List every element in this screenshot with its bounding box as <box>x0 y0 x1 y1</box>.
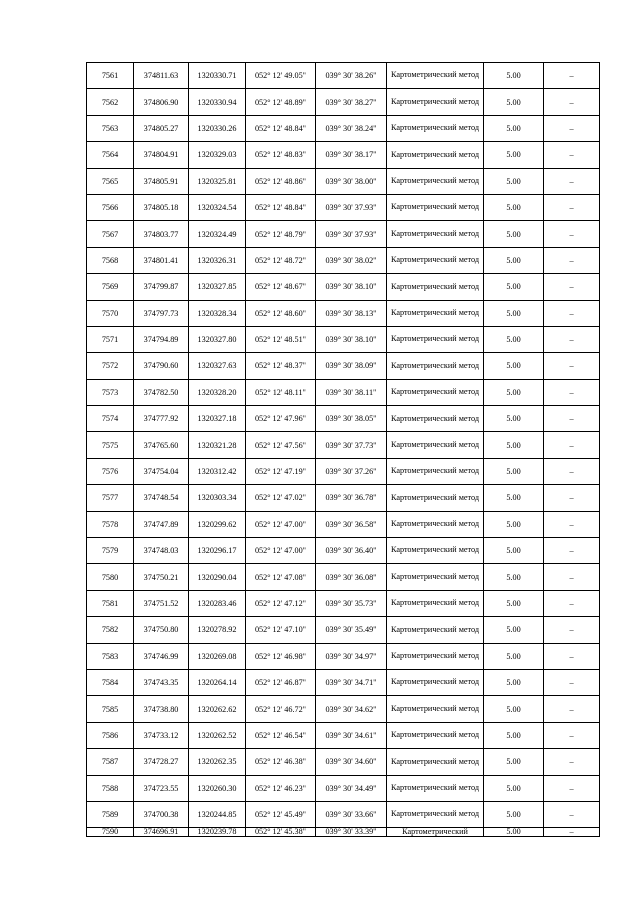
table-row <box>87 775 600 801</box>
y-coordinate-cell: 1320330.71 <box>189 63 246 89</box>
latitude-cell: 052° 12' 47.00" <box>246 538 316 564</box>
longitude-cell: 039° 30' 36.58" <box>316 511 387 537</box>
accuracy-cell: 5.00 <box>484 353 544 379</box>
table-row <box>87 564 600 590</box>
accuracy-cell: 5.00 <box>484 432 544 458</box>
point-number-cell: 7561 <box>87 63 134 89</box>
longitude-cell: 039° 30' 38.09" <box>316 353 387 379</box>
x-coordinate-cell: 374723.55 <box>134 775 189 801</box>
y-coordinate-cell: 1320299.62 <box>189 511 246 537</box>
method-cell: Картометрический метод <box>387 590 484 616</box>
longitude-cell: 039° 30' 34.97" <box>316 643 387 669</box>
table-row <box>87 696 600 722</box>
accuracy-cell: 5.00 <box>484 89 544 115</box>
y-coordinate-cell: 1320321.28 <box>189 432 246 458</box>
longitude-cell: 039° 30' 38.13" <box>316 300 387 326</box>
longitude-cell: 039° 30' 38.27" <box>316 89 387 115</box>
note-cell: – <box>544 458 600 484</box>
longitude-cell: 039° 30' 38.10" <box>316 326 387 352</box>
accuracy-cell: 5.00 <box>484 115 544 141</box>
note-cell: – <box>544 538 600 564</box>
accuracy-cell: 5.00 <box>484 775 544 801</box>
note-cell: – <box>544 749 600 775</box>
table-row <box>87 142 600 168</box>
note-cell: – <box>544 564 600 590</box>
method-cell: Картометрический метод <box>387 749 484 775</box>
table-row <box>87 379 600 405</box>
x-coordinate-cell: 374765.60 <box>134 432 189 458</box>
y-coordinate-cell: 1320329.03 <box>189 142 246 168</box>
longitude-cell: 039° 30' 37.93" <box>316 194 387 220</box>
table-row <box>87 722 600 748</box>
table-row <box>87 432 600 458</box>
note-cell: – <box>544 511 600 537</box>
method-cell: Картометрический метод <box>387 696 484 722</box>
note-cell: – <box>544 142 600 168</box>
y-coordinate-cell: 1320330.94 <box>189 89 246 115</box>
point-number-cell: 7567 <box>87 221 134 247</box>
method-cell: Картометрический метод <box>387 458 484 484</box>
x-coordinate-cell: 374696.91 <box>134 828 189 837</box>
table-row <box>87 300 600 326</box>
y-coordinate-cell: 1320327.80 <box>189 326 246 352</box>
method-cell: Картометрический метод <box>387 168 484 194</box>
point-number-cell: 7583 <box>87 643 134 669</box>
table-row <box>87 590 600 616</box>
longitude-cell: 039° 30' 36.40" <box>316 538 387 564</box>
y-coordinate-cell: 1320283.46 <box>189 590 246 616</box>
x-coordinate-cell: 374746.99 <box>134 643 189 669</box>
longitude-cell: 039° 30' 34.62" <box>316 696 387 722</box>
point-number-cell: 7578 <box>87 511 134 537</box>
y-coordinate-cell: 1320327.85 <box>189 274 246 300</box>
accuracy-cell: 5.00 <box>484 669 544 695</box>
table-row <box>87 89 600 115</box>
table-row <box>87 194 600 220</box>
accuracy-cell: 5.00 <box>484 749 544 775</box>
accuracy-cell: 5.00 <box>484 801 544 827</box>
point-number-cell: 7587 <box>87 749 134 775</box>
latitude-cell: 052° 12' 48.86" <box>246 168 316 194</box>
accuracy-cell: 5.00 <box>484 274 544 300</box>
method-cell: Картометрический метод <box>387 669 484 695</box>
note-cell: – <box>544 643 600 669</box>
point-number-cell: 7563 <box>87 115 134 141</box>
accuracy-cell: 5.00 <box>484 722 544 748</box>
point-number-cell: 7564 <box>87 142 134 168</box>
method-cell: Картометрический метод <box>387 300 484 326</box>
note-cell: – <box>544 194 600 220</box>
y-coordinate-cell: 1320239.78 <box>189 828 246 837</box>
longitude-cell: 039° 30' 36.78" <box>316 485 387 511</box>
latitude-cell: 052° 12' 46.38" <box>246 749 316 775</box>
longitude-cell: 039° 30' 38.17" <box>316 142 387 168</box>
longitude-cell: 039° 30' 35.49" <box>316 617 387 643</box>
x-coordinate-cell: 374733.12 <box>134 722 189 748</box>
x-coordinate-cell: 374794.89 <box>134 326 189 352</box>
y-coordinate-cell: 1320324.54 <box>189 194 246 220</box>
point-number-cell: 7579 <box>87 538 134 564</box>
latitude-cell: 052° 12' 46.54" <box>246 722 316 748</box>
x-coordinate-cell: 374743.35 <box>134 669 189 695</box>
latitude-cell: 052° 12' 48.67" <box>246 274 316 300</box>
y-coordinate-cell: 1320324.49 <box>189 221 246 247</box>
x-coordinate-cell: 374750.21 <box>134 564 189 590</box>
y-coordinate-cell: 1320328.34 <box>189 300 246 326</box>
longitude-cell: 039° 30' 38.05" <box>316 406 387 432</box>
y-coordinate-cell: 1320262.35 <box>189 749 246 775</box>
point-number-cell: 7568 <box>87 247 134 273</box>
y-coordinate-cell: 1320327.63 <box>189 353 246 379</box>
note-cell: – <box>544 485 600 511</box>
y-coordinate-cell: 1320328.20 <box>189 379 246 405</box>
method-cell: Картометрический метод <box>387 775 484 801</box>
table-row <box>87 801 600 827</box>
x-coordinate-cell: 374728.27 <box>134 749 189 775</box>
method-cell: Картометрический метод <box>387 247 484 273</box>
table-row <box>87 353 600 379</box>
note-cell: – <box>544 168 600 194</box>
x-coordinate-cell: 374799.87 <box>134 274 189 300</box>
table-row <box>87 221 600 247</box>
accuracy-cell: 5.00 <box>484 168 544 194</box>
longitude-cell: 039° 30' 37.93" <box>316 221 387 247</box>
accuracy-cell: 5.00 <box>484 511 544 537</box>
table-row <box>87 485 600 511</box>
method-cell: Картометрический метод <box>387 63 484 89</box>
coordinates-table <box>86 62 600 837</box>
longitude-cell: 039° 30' 33.66" <box>316 801 387 827</box>
latitude-cell: 052° 12' 48.37" <box>246 353 316 379</box>
latitude-cell: 052° 12' 47.96" <box>246 406 316 432</box>
accuracy-cell: 5.00 <box>484 485 544 511</box>
latitude-cell: 052° 12' 47.56" <box>246 432 316 458</box>
x-coordinate-cell: 374806.90 <box>134 89 189 115</box>
method-cell: Картометрический метод <box>387 379 484 405</box>
point-number-cell: 7572 <box>87 353 134 379</box>
latitude-cell: 052° 12' 45.49" <box>246 801 316 827</box>
latitude-cell: 052° 12' 45.38" <box>246 828 316 837</box>
point-number-cell: 7576 <box>87 458 134 484</box>
y-coordinate-cell: 1320312.42 <box>189 458 246 484</box>
method-cell: Картометрический метод <box>387 432 484 458</box>
method-cell: Картометрический метод <box>387 406 484 432</box>
table-row <box>87 63 600 89</box>
x-coordinate-cell: 374803.77 <box>134 221 189 247</box>
method-cell: Картометрический метод <box>387 564 484 590</box>
accuracy-cell: 5.00 <box>484 194 544 220</box>
method-cell: Картометрический метод <box>387 511 484 537</box>
accuracy-cell: 5.00 <box>484 590 544 616</box>
method-cell: Картометрический метод <box>387 722 484 748</box>
accuracy-cell: 5.00 <box>484 406 544 432</box>
method-cell: Картометрический метод <box>387 353 484 379</box>
point-number-cell: 7586 <box>87 722 134 748</box>
accuracy-cell: 5.00 <box>484 247 544 273</box>
x-coordinate-cell: 374751.52 <box>134 590 189 616</box>
latitude-cell: 052° 12' 46.72" <box>246 696 316 722</box>
table-row <box>87 643 600 669</box>
accuracy-cell: 5.00 <box>484 828 544 837</box>
point-number-cell: 7588 <box>87 775 134 801</box>
method-cell: Картометрический метод <box>387 643 484 669</box>
latitude-cell: 052° 12' 48.83" <box>246 142 316 168</box>
note-cell: – <box>544 300 600 326</box>
note-cell: – <box>544 221 600 247</box>
point-number-cell: 7581 <box>87 590 134 616</box>
table-row <box>87 168 600 194</box>
point-number-cell: 7589 <box>87 801 134 827</box>
note-cell: – <box>544 669 600 695</box>
table-row <box>87 247 600 273</box>
accuracy-cell: 5.00 <box>484 458 544 484</box>
accuracy-cell: 5.00 <box>484 142 544 168</box>
x-coordinate-cell: 374754.04 <box>134 458 189 484</box>
latitude-cell: 052° 12' 46.87" <box>246 669 316 695</box>
x-coordinate-cell: 374801.41 <box>134 247 189 273</box>
table-row <box>87 617 600 643</box>
table-row <box>87 115 600 141</box>
longitude-cell: 039° 30' 38.10" <box>316 274 387 300</box>
table-row <box>87 749 600 775</box>
x-coordinate-cell: 374747.89 <box>134 511 189 537</box>
x-coordinate-cell: 374748.03 <box>134 538 189 564</box>
note-cell: – <box>544 63 600 89</box>
point-number-cell: 7574 <box>87 406 134 432</box>
point-number-cell: 7570 <box>87 300 134 326</box>
longitude-cell: 039° 30' 34.61" <box>316 722 387 748</box>
point-number-cell: 7569 <box>87 274 134 300</box>
latitude-cell: 052° 12' 48.72" <box>246 247 316 273</box>
table-row <box>87 458 600 484</box>
note-cell: – <box>544 247 600 273</box>
point-number-cell: 7582 <box>87 617 134 643</box>
table-row <box>87 274 600 300</box>
latitude-cell: 052° 12' 48.84" <box>246 115 316 141</box>
note-cell: – <box>544 617 600 643</box>
latitude-cell: 052° 12' 47.02" <box>246 485 316 511</box>
longitude-cell: 039° 30' 35.73" <box>316 590 387 616</box>
y-coordinate-cell: 1320325.81 <box>189 168 246 194</box>
latitude-cell: 052° 12' 47.08" <box>246 564 316 590</box>
y-coordinate-cell: 1320269.08 <box>189 643 246 669</box>
note-cell: – <box>544 274 600 300</box>
method-cell: Картометрический метод <box>387 538 484 564</box>
point-number-cell: 7580 <box>87 564 134 590</box>
coordinates-table-body <box>87 63 600 837</box>
accuracy-cell: 5.00 <box>484 379 544 405</box>
point-number-cell: 7566 <box>87 194 134 220</box>
note-cell: – <box>544 353 600 379</box>
method-cell: Картометрический метод <box>387 89 484 115</box>
x-coordinate-cell: 374782.50 <box>134 379 189 405</box>
note-cell: – <box>544 115 600 141</box>
latitude-cell: 052° 12' 49.05" <box>246 63 316 89</box>
note-cell: – <box>544 828 600 837</box>
y-coordinate-cell: 1320326.31 <box>189 247 246 273</box>
latitude-cell: 052° 12' 47.00" <box>246 511 316 537</box>
method-cell: Картометрический <box>387 828 484 837</box>
y-coordinate-cell: 1320278.92 <box>189 617 246 643</box>
longitude-cell: 039° 30' 36.08" <box>316 564 387 590</box>
accuracy-cell: 5.00 <box>484 564 544 590</box>
method-cell: Картометрический метод <box>387 485 484 511</box>
method-cell: Картометрический метод <box>387 617 484 643</box>
y-coordinate-cell: 1320262.62 <box>189 696 246 722</box>
accuracy-cell: 5.00 <box>484 63 544 89</box>
y-coordinate-cell: 1320327.18 <box>189 406 246 432</box>
note-cell: – <box>544 722 600 748</box>
x-coordinate-cell: 374805.27 <box>134 115 189 141</box>
table-row <box>87 326 600 352</box>
longitude-cell: 039° 30' 34.49" <box>316 775 387 801</box>
point-number-cell: 7571 <box>87 326 134 352</box>
longitude-cell: 039° 30' 38.00" <box>316 168 387 194</box>
table-row <box>87 828 600 837</box>
note-cell: – <box>544 775 600 801</box>
latitude-cell: 052° 12' 47.10" <box>246 617 316 643</box>
point-number-cell: 7573 <box>87 379 134 405</box>
note-cell: – <box>544 379 600 405</box>
longitude-cell: 039° 30' 34.71" <box>316 669 387 695</box>
x-coordinate-cell: 374804.91 <box>134 142 189 168</box>
x-coordinate-cell: 374750.80 <box>134 617 189 643</box>
longitude-cell: 039° 30' 38.26" <box>316 63 387 89</box>
point-number-cell: 7584 <box>87 669 134 695</box>
note-cell: – <box>544 590 600 616</box>
accuracy-cell: 5.00 <box>484 326 544 352</box>
note-cell: – <box>544 696 600 722</box>
y-coordinate-cell: 1320330.26 <box>189 115 246 141</box>
x-coordinate-cell: 374811.63 <box>134 63 189 89</box>
latitude-cell: 052° 12' 48.11" <box>246 379 316 405</box>
method-cell: Картометрический метод <box>387 142 484 168</box>
longitude-cell: 039° 30' 38.24" <box>316 115 387 141</box>
latitude-cell: 052° 12' 48.84" <box>246 194 316 220</box>
point-number-cell: 7590 <box>87 828 134 837</box>
point-number-cell: 7585 <box>87 696 134 722</box>
method-cell: Картометрический метод <box>387 115 484 141</box>
table-row <box>87 669 600 695</box>
latitude-cell: 052° 12' 48.60" <box>246 300 316 326</box>
point-number-cell: 7577 <box>87 485 134 511</box>
longitude-cell: 039° 30' 38.11" <box>316 379 387 405</box>
latitude-cell: 052° 12' 48.89" <box>246 89 316 115</box>
point-number-cell: 7565 <box>87 168 134 194</box>
latitude-cell: 052° 12' 47.12" <box>246 590 316 616</box>
note-cell: – <box>544 801 600 827</box>
x-coordinate-cell: 374748.54 <box>134 485 189 511</box>
x-coordinate-cell: 374700.38 <box>134 801 189 827</box>
note-cell: – <box>544 326 600 352</box>
table-row <box>87 511 600 537</box>
y-coordinate-cell: 1320296.17 <box>189 538 246 564</box>
method-cell: Картометрический метод <box>387 221 484 247</box>
latitude-cell: 052° 12' 48.79" <box>246 221 316 247</box>
x-coordinate-cell: 374805.91 <box>134 168 189 194</box>
latitude-cell: 052° 12' 48.51" <box>246 326 316 352</box>
y-coordinate-cell: 1320264.14 <box>189 669 246 695</box>
method-cell: Картометрический метод <box>387 274 484 300</box>
y-coordinate-cell: 1320262.52 <box>189 722 246 748</box>
accuracy-cell: 5.00 <box>484 300 544 326</box>
note-cell: – <box>544 432 600 458</box>
latitude-cell: 052° 12' 47.19" <box>246 458 316 484</box>
method-cell: Картометрический метод <box>387 326 484 352</box>
x-coordinate-cell: 374805.18 <box>134 194 189 220</box>
method-cell: Картометрический метод <box>387 801 484 827</box>
note-cell: – <box>544 406 600 432</box>
latitude-cell: 052° 12' 46.98" <box>246 643 316 669</box>
accuracy-cell: 5.00 <box>484 221 544 247</box>
x-coordinate-cell: 374797.73 <box>134 300 189 326</box>
accuracy-cell: 5.00 <box>484 617 544 643</box>
note-cell: – <box>544 89 600 115</box>
x-coordinate-cell: 374777.92 <box>134 406 189 432</box>
x-coordinate-cell: 374738.80 <box>134 696 189 722</box>
accuracy-cell: 5.00 <box>484 696 544 722</box>
longitude-cell: 039° 30' 33.39" <box>316 828 387 837</box>
longitude-cell: 039° 30' 37.73" <box>316 432 387 458</box>
x-coordinate-cell: 374790.60 <box>134 353 189 379</box>
table-row <box>87 538 600 564</box>
latitude-cell: 052° 12' 46.23" <box>246 775 316 801</box>
longitude-cell: 039° 30' 34.60" <box>316 749 387 775</box>
point-number-cell: 7575 <box>87 432 134 458</box>
y-coordinate-cell: 1320244.85 <box>189 801 246 827</box>
y-coordinate-cell: 1320290.04 <box>189 564 246 590</box>
accuracy-cell: 5.00 <box>484 538 544 564</box>
table-row <box>87 406 600 432</box>
accuracy-cell: 5.00 <box>484 643 544 669</box>
y-coordinate-cell: 1320303.34 <box>189 485 246 511</box>
longitude-cell: 039° 30' 37.26" <box>316 458 387 484</box>
longitude-cell: 039° 30' 38.02" <box>316 247 387 273</box>
y-coordinate-cell: 1320260.30 <box>189 775 246 801</box>
point-number-cell: 7562 <box>87 89 134 115</box>
method-cell: Картометрический метод <box>387 194 484 220</box>
